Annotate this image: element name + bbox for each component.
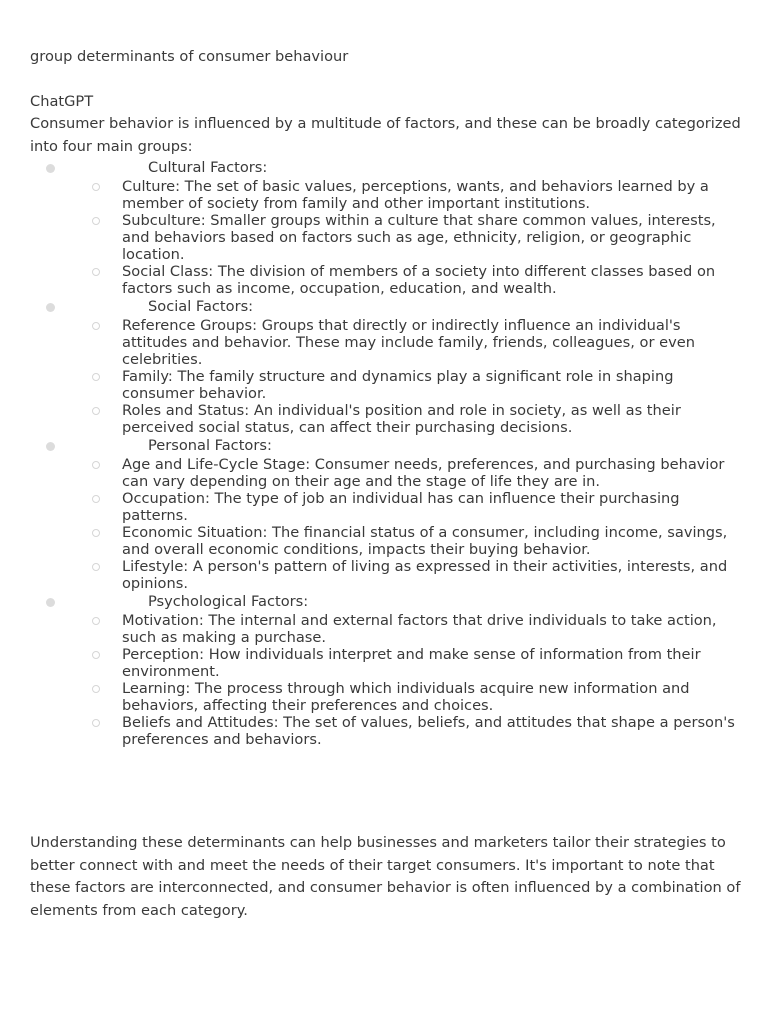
bullet-circle-icon xyxy=(92,529,100,537)
bullet-dot-icon xyxy=(46,598,55,607)
category-title: Personal Factors: xyxy=(148,436,272,454)
list-item-text: Culture: The set of basic values, perceptions, wants, and behaviors learned by a member of society from family and other important institutions. xyxy=(122,177,709,212)
bullet-circle-icon xyxy=(92,407,100,415)
list-item-text: Reference Groups: Groups that directly or indirectly influence an individual's attitudes and behavior. These may include family, friends, colleagues, or even celebrities. xyxy=(122,316,695,368)
list-item-text: Learning: The process through which individuals acquire new information and behaviors, affecting their preferences and choices. xyxy=(122,679,690,714)
bullet-dot-icon xyxy=(46,442,55,451)
bullet-circle-icon xyxy=(92,461,100,469)
list-item xyxy=(0,646,768,680)
list-item-text: Beliefs and Attitudes: The set of values, beliefs, and attitudes that shape a person's preferences and behaviors. xyxy=(122,713,735,748)
list-item xyxy=(0,263,768,297)
list-item-text: Motivation: The internal and external factors that drive individuals to take action, such as making a purchase. xyxy=(122,611,717,646)
list-item xyxy=(0,524,768,558)
bullet-circle-icon xyxy=(92,322,100,330)
list-item xyxy=(0,558,768,592)
list-item xyxy=(0,212,768,263)
list-item-text: Perception: How individuals interpret and make sense of information from their environment. xyxy=(122,645,701,680)
list-item-text: Occupation: The type of job an individual has can influence their purchasing patterns. xyxy=(122,489,680,524)
category-personal xyxy=(0,436,768,456)
list-item xyxy=(0,456,768,490)
list-item xyxy=(0,490,768,524)
list-item xyxy=(0,680,768,714)
category-title: Cultural Factors: xyxy=(148,159,268,176)
bullet-circle-icon xyxy=(92,268,100,276)
list-item-text: Roles and Status: An individual's position and role in society, as well as their perceived social status, can affect their purchasing decisions. xyxy=(122,401,681,436)
list-item xyxy=(0,612,768,646)
user-prompt: group determinants of consumer behaviour xyxy=(30,48,349,65)
bullet-circle-icon xyxy=(92,719,100,727)
category-psychological xyxy=(0,592,768,612)
category-title: Psychological Factors: xyxy=(148,592,309,610)
list-item xyxy=(0,714,768,748)
list-item-text: Lifestyle: A person's pattern of living as expressed in their activities, interests, and opinions. xyxy=(122,557,728,592)
bullet-dot-icon xyxy=(46,164,55,173)
list-item-text: Age and Life-Cycle Stage: Consumer needs, preferences, and purchasing behavior can vary depending on their age and the stage of life they are in. xyxy=(122,455,725,490)
factor-list xyxy=(0,158,768,748)
bullet-circle-icon xyxy=(92,373,100,381)
list-item xyxy=(0,368,768,402)
bullet-circle-icon xyxy=(92,495,100,503)
list-item xyxy=(0,402,768,436)
list-item-text: Social Class: The division of members of a society into different classes based on factors such as income, occupation, education, and wealth. xyxy=(122,262,716,297)
category-title: Social Factors: xyxy=(148,297,254,315)
intro-paragraph: Consumer behavior is influenced by a multitude of factors, and these can be broadly categorized into four main groups: xyxy=(30,115,741,155)
bullet-circle-icon xyxy=(92,217,100,225)
bullet-circle-icon xyxy=(92,617,100,625)
bullet-circle-icon xyxy=(92,685,100,693)
conclusion-paragraph: Understanding these determinants can help businesses and marketers tailor their strategies to better connect with and meet the needs of their target consumers. It's important to note that these factors are interconnected, and consumer behavior is often influenced by a combination of elements from each category. xyxy=(30,834,741,919)
bullet-circle-icon xyxy=(92,183,100,191)
list-item-text: Economic Situation: The financial status of a consumer, including income, savings, and overall economic conditions, impacts their buying behavior. xyxy=(122,523,728,558)
bullet-circle-icon xyxy=(92,563,100,571)
list-item xyxy=(0,317,768,368)
list-item-text: Family: The family structure and dynamics play a significant role in shaping consumer behavior. xyxy=(122,367,674,402)
category-social xyxy=(0,297,768,317)
list-item xyxy=(0,178,768,212)
list-item-text: Subculture: Smaller groups within a culture that share common values, interests, and behaviors based on factors such as age, ethnicity, religion, or geographic location. xyxy=(122,211,716,263)
bullet-circle-icon xyxy=(92,651,100,659)
assistant-name: ChatGPT xyxy=(30,93,94,110)
bullet-dot-icon xyxy=(46,303,55,312)
category-cultural xyxy=(0,158,768,178)
